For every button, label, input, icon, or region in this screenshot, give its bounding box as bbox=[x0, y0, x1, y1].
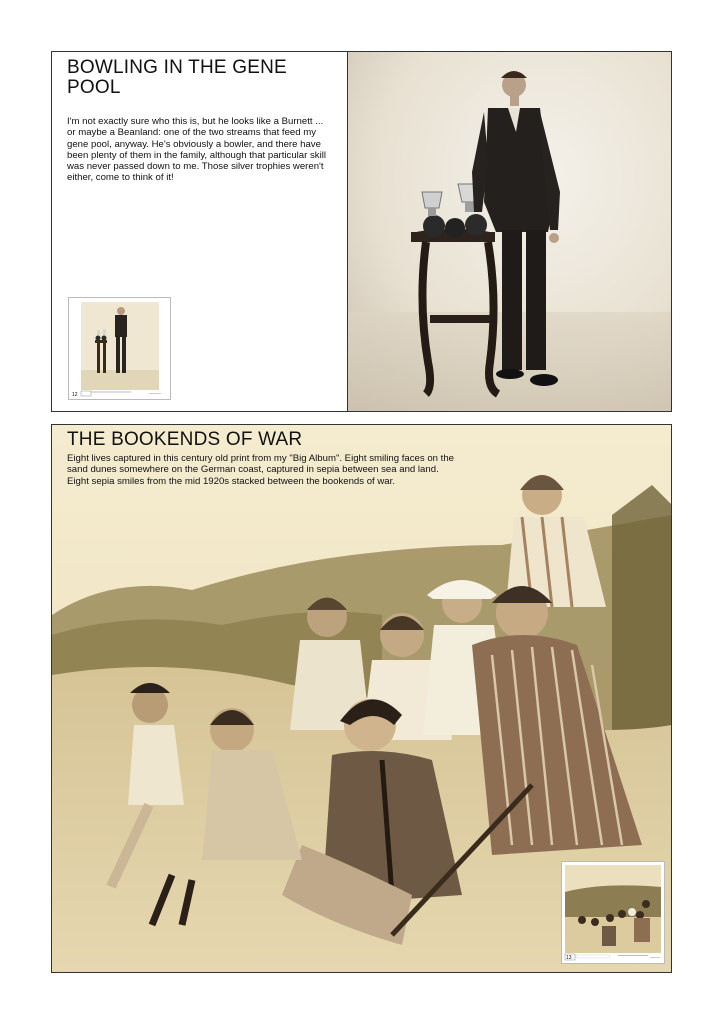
bookends-page-thumbnail[interactable] bbox=[561, 861, 665, 964]
bowling-panel bbox=[51, 51, 672, 412]
bowling-title: BOWLING IN THE GENE POOL bbox=[67, 57, 287, 98]
bookends-thumbnail-image bbox=[562, 862, 664, 963]
thumb1-page-number: 12 bbox=[72, 392, 78, 398]
bookends-title: THE BOOKENDS OF WAR bbox=[67, 429, 303, 450]
bookends-panel bbox=[51, 424, 672, 973]
bowling-page-thumbnail[interactable] bbox=[68, 297, 171, 400]
bowling-text: I'm not exactly sure who this is, but he looks like a Burnett ... or maybe a Beanland: one of the two streams that feed my gene pool, anyway. He's obviously a bowler, and there have been plenty of them in the family, although that particular skill was never passed down to me. Those silver trophies weren't either, come to think of it! bbox=[67, 116, 326, 184]
bowler-portrait-image bbox=[348, 52, 672, 411]
bowling-thumbnail-image bbox=[69, 298, 170, 399]
bookends-text: Eight lives captured in this century old print from my "Big Album". Eight smiling faces on the sand dunes somewhere on the German coast, captured in sepia between sea and land. Eight sepia smiles from the mid 1920s stacked between the bookends of war. bbox=[67, 453, 455, 487]
thumb2-page-number: 13 bbox=[566, 955, 572, 961]
bowler-portrait-photo bbox=[347, 52, 672, 411]
